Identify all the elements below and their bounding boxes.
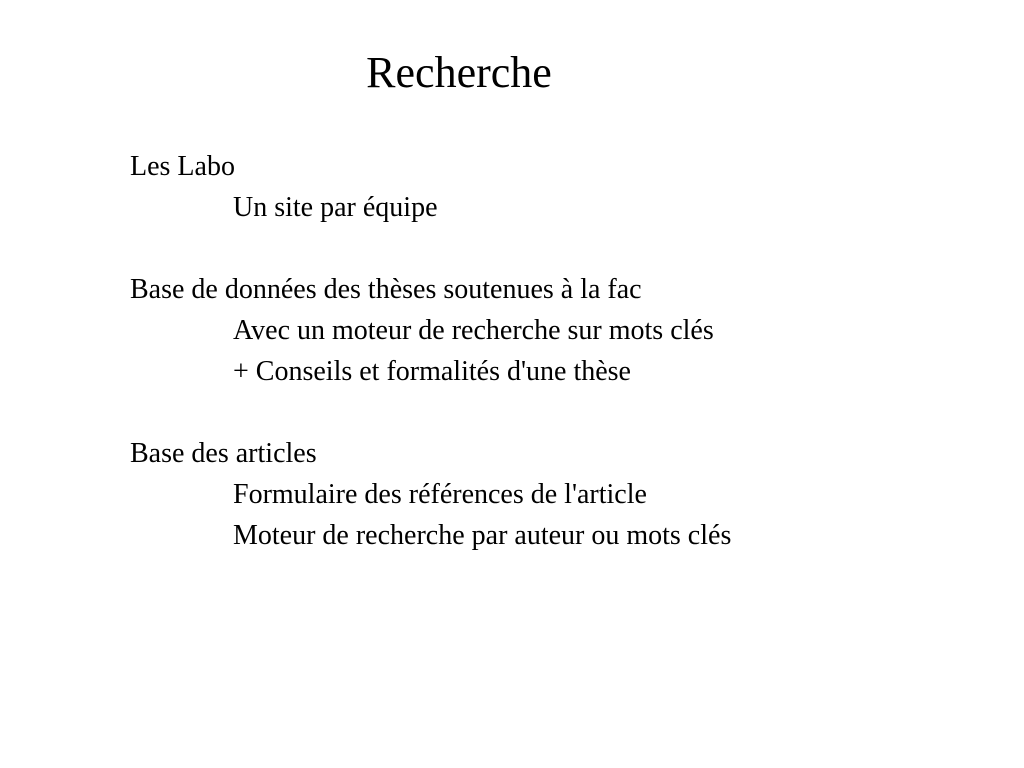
section-heading: Base de données des thèses soutenues à la fac [130,274,642,305]
slide-title: Recherche [366,48,552,97]
section-heading: Les Labo [130,151,235,182]
section-labo [130,146,990,228]
slide-content [130,146,990,556]
spacer [130,392,990,433]
section-theses [130,269,990,392]
section-item: Formulaire des références de l'article [233,479,647,510]
section-articles [130,433,990,556]
spacer [130,228,990,269]
section-heading: Base des articles [130,438,317,469]
section-item: + Conseils et formalités d'une thèse [233,356,631,387]
section-item: Moteur de recherche par auteur ou mots clés [233,520,732,551]
section-item: Un site par équipe [233,192,438,223]
section-item: Avec un moteur de recherche sur mots clés [233,315,714,346]
